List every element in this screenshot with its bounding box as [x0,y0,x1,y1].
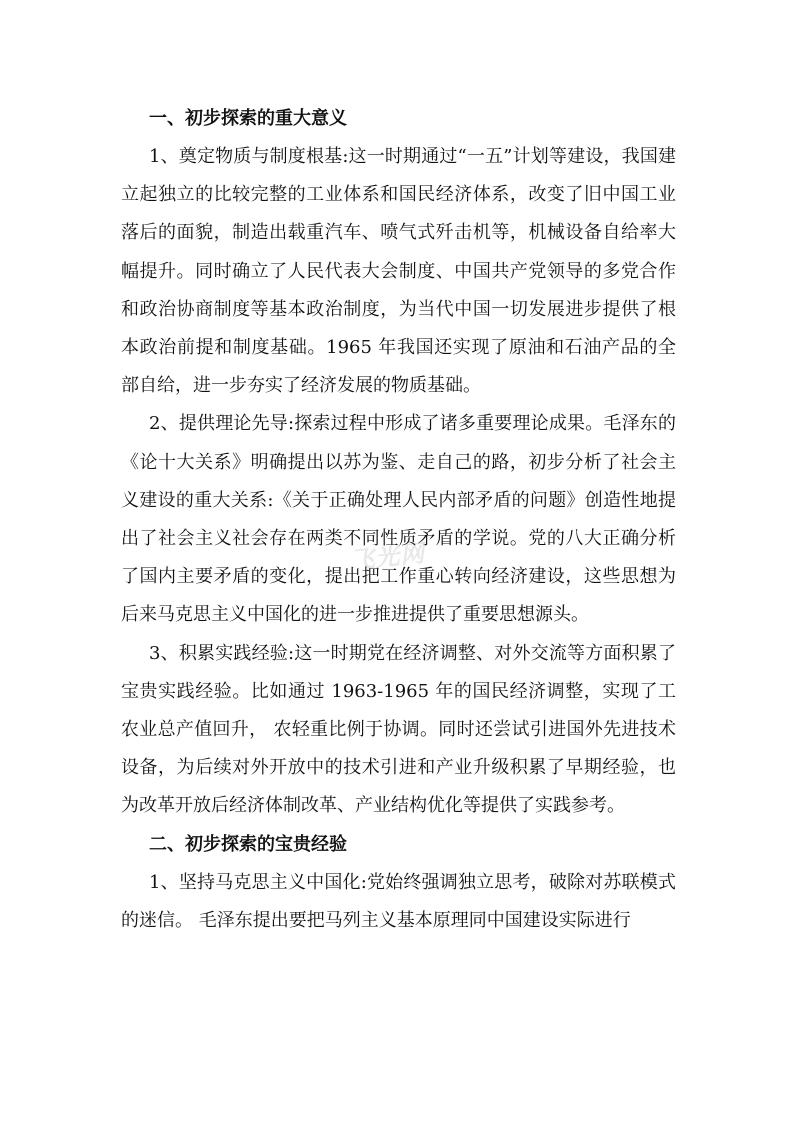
paragraph-sinicization: 1、坚持马克思主义中国化:党始终强调独立思考，破除对苏联模式的迷信。 毛泽东提出要把马列主义基本原理同中国建设实际进行 [121,871,676,931]
section-heading-experience: 二、初步探索的宝贵经验 [149,833,347,855]
paragraph-practical-experience: 3、积累实践经验:这一时期党在经济调整、对外交流等方面积累了宝贵实践经验。比如通过 1963-1965 年的国民经济调整，实现了工农业总产值回升， 农轻重比例于协调。同时还尝试引进国外先进技术设备，为后续对外开放中的技术引进和产业升级积累了早期经验，也为改革开放后经济体制改革、产业结构优化等提供了实践参考。 [121,642,676,817]
paragraph-theory-guidance: 2、提供理论先导:探索过程中形成了诸多重要理论成果。毛泽东的《论十大关系》明确提出以苏为鉴、走自己的路，初步分析了社会主义建设的重大关系:《关于正确处理人民内部矛盾的问题》创造性地提出了社会主义社会存在两类不同性质矛盾的学说。党的八大正确分析了国内主要矛盾的变化，提出把工作重心转向经济建设，这些思想为后来马克思主义中国化的进一步推进提供了重要思想源头。 [121,413,676,626]
section-heading-significance: 一、初步探索的重大意义 [149,108,347,129]
watermark-logo: 飞光网 [349,539,427,575]
paragraph-material-foundation: 1、奠定物质与制度根基:这一时期通过“一五”计划等建设，我国建立起独立的比较完整的工业体系和国民经济体系，改变了旧中国工业落后的面貌，制造出载重汽车、喷气式歼击机等，机械设备自给率大幅提升。同时确立了人民代表大会制度、中国共产党领导的多党合作和政治协商制度等基本政治制度，为当代中国一切发展进步提供了根本政治前提和制度基础。1965 年我国还实现了原油和石油产品的全部自给，进一步夯实了经济发展的物质基础。 [121,146,676,397]
document-body [121,100,676,940]
